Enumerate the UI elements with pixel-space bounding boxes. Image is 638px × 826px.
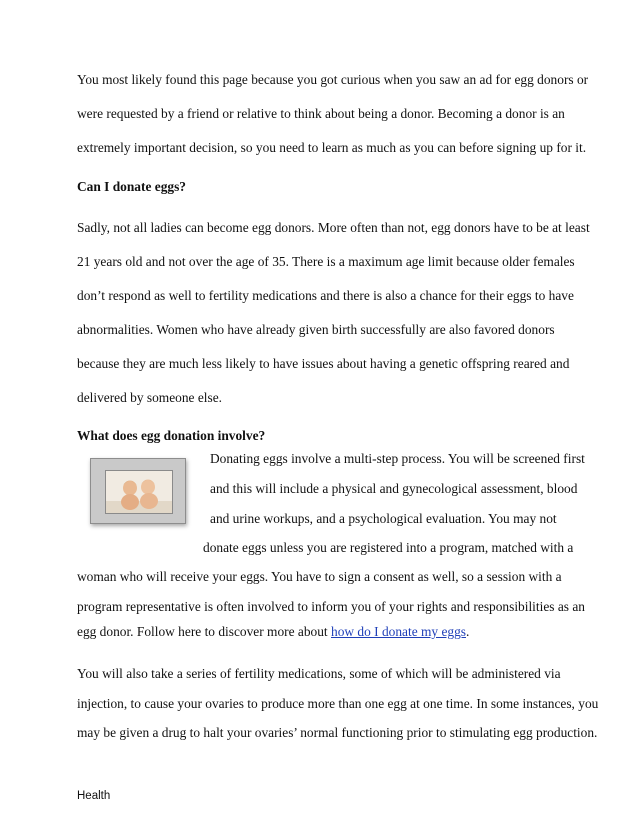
paragraph-line: delivered by someone else.: [77, 390, 223, 405]
babies-photo: [105, 470, 173, 514]
paragraph-line: woman who will receive your eggs. You have to sign a consent as well, so a session with a: [77, 569, 562, 584]
paragraph-line: donate eggs unless you are registered into a program, matched with a: [203, 540, 574, 555]
how-do-i-donate-link[interactable]: how do I donate my eggs: [331, 624, 466, 639]
paragraph-line: Sadly, not all ladies can become egg donors. More often than not, egg donors have to be at least: [77, 220, 590, 235]
paragraph-line: injection, to cause your ovaries to produce more than one egg at one time. In some instances, you: [77, 696, 599, 711]
paragraph-line: Donating eggs involve a multi-step process. You will be screened first: [210, 451, 585, 466]
framed-photo: [90, 458, 186, 524]
paragraph-line: don’t respond as well to fertility medications and there is also a chance for their eggs to have: [77, 288, 574, 303]
page-footer: Health: [77, 790, 111, 802]
paragraph-line: abnormalities. Women who have already given birth successfully are also favored donors: [77, 322, 555, 337]
paragraph-line: You will also take a series of fertility medications, some of which will be administered via: [77, 666, 561, 681]
paragraph-line: may be given a drug to halt your ovaries’ normal functioning prior to stimulating egg production.: [77, 725, 598, 740]
link-prefix-text: egg donor. Follow here to discover more about: [77, 624, 331, 639]
paragraph-line: and this will include a physical and gynecological assessment, blood: [210, 481, 578, 496]
section-heading-can-i-donate: Can I donate eggs?: [77, 179, 186, 194]
paragraph-line: because they are much less likely to have issues about having a genetic offspring reared and: [77, 356, 570, 371]
paragraph-line: and urine workups, and a psychological evaluation. You may not: [210, 511, 557, 526]
section-heading-what-does-egg-donation-involve: What does egg donation involve?: [77, 428, 266, 443]
paragraph-line: 21 years old and not over the age of 35. There is a maximum age limit because older females: [77, 254, 575, 269]
intro-line-2: were requested by a friend or relative to think about being a donor. Becoming a donor is an: [77, 106, 565, 121]
link-suffix-text: .: [466, 624, 470, 639]
paragraph-line: program representative is often involved to inform you of your rights and responsibilities as an: [77, 599, 585, 614]
paragraph-line-with-link: [77, 622, 469, 642]
intro-line-3: extremely important decision, so you need to learn as much as you can before signing up for it.: [77, 140, 587, 155]
intro-line-1: You most likely found this page because you got curious when you saw an ad for egg donors or: [77, 72, 589, 87]
